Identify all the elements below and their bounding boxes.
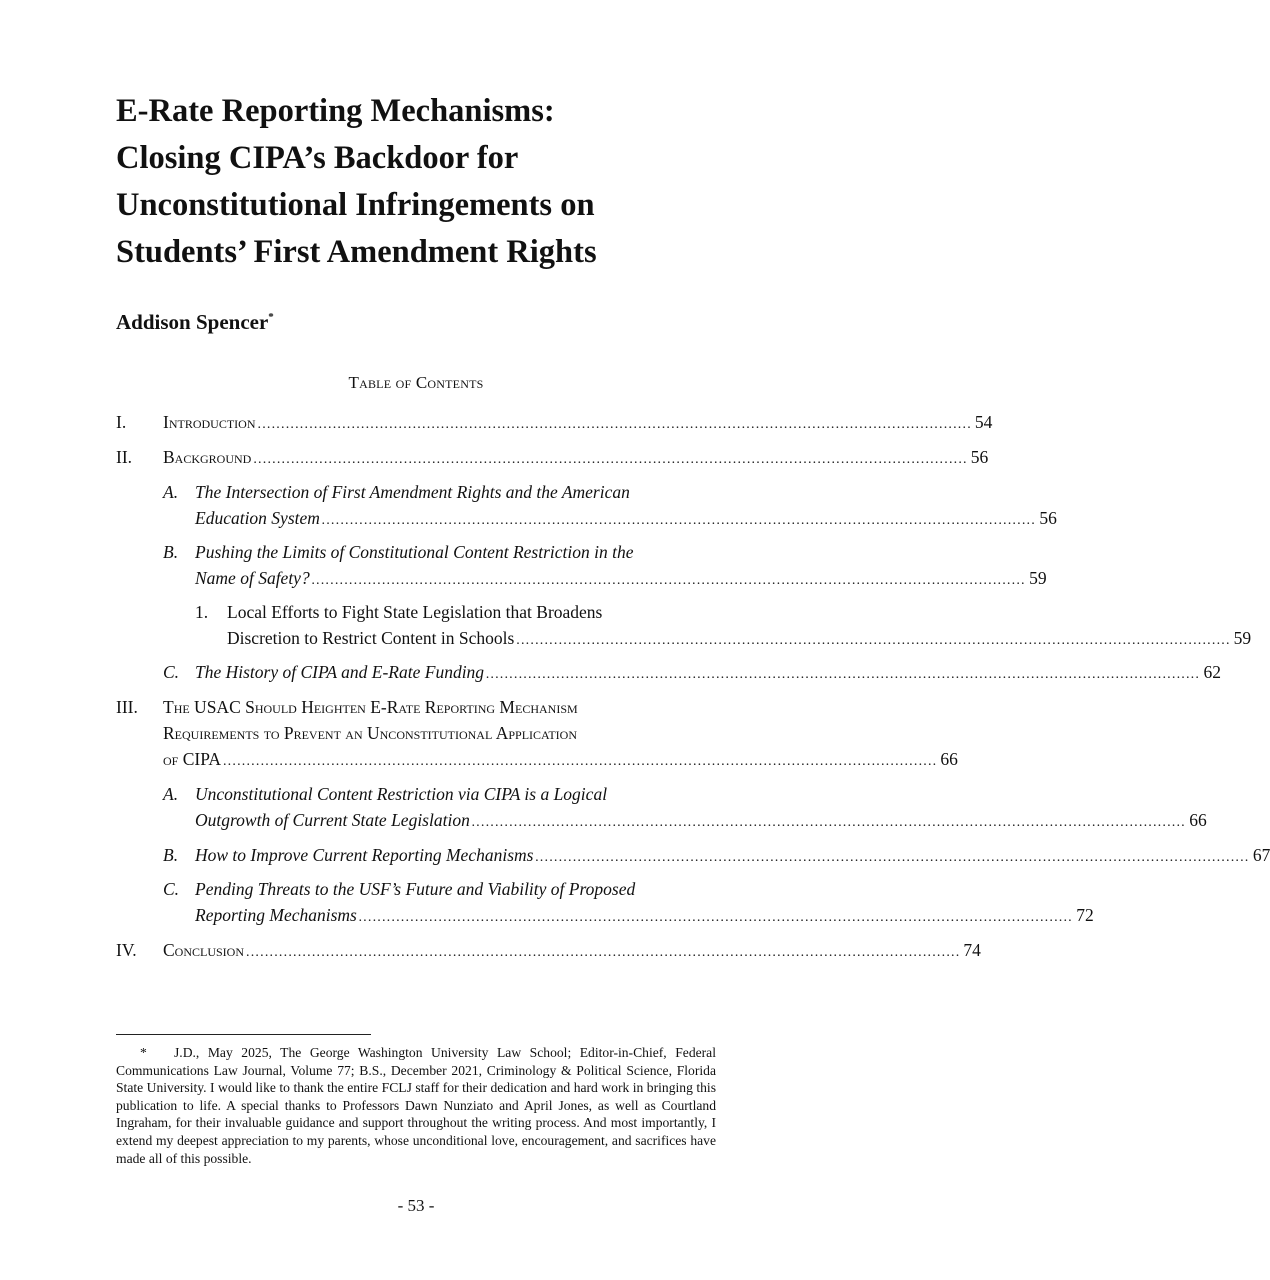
toc-heading: Table of Contents bbox=[348, 373, 484, 392]
footnote-mark: * bbox=[140, 1045, 147, 1060]
toc-leader-dots: ........................................................................................................................................................ bbox=[222, 754, 938, 769]
toc-entry-text: How to Improve Current Reporting Mechanisms bbox=[195, 845, 534, 865]
toc-leader-dots: ........................................................................................................................................................ bbox=[358, 910, 1074, 925]
toc-leader-dots: ........................................................................................................................................................ bbox=[535, 850, 1250, 865]
toc-entry-pending-threats[interactable] bbox=[195, 902, 1094, 931]
toc-entry-unconstitutional-line1[interactable] bbox=[195, 781, 708, 807]
toc-leader-dots: ........................................................................................................................................................ bbox=[246, 945, 961, 960]
toc-page-number: 74 bbox=[963, 940, 981, 960]
toc-entry-introduction[interactable] bbox=[163, 409, 993, 438]
toc-number: C. bbox=[163, 662, 180, 682]
toc-page-number: 59 bbox=[1233, 628, 1252, 648]
toc-entry-pushing-limits[interactable] bbox=[195, 565, 1047, 594]
title-line: Closing CIPA’s Backdoor for bbox=[116, 140, 519, 176]
toc-entry-text: Name of Safety? bbox=[195, 568, 310, 588]
toc-entry-text: Outgrowth of Current State Legislation bbox=[195, 810, 470, 830]
author-footnote bbox=[116, 1044, 716, 1167]
toc-entry-usac-line2[interactable] bbox=[163, 720, 708, 746]
toc-number: I. bbox=[116, 412, 127, 432]
toc-page-number: 72 bbox=[1076, 905, 1094, 925]
toc-entry-pushing-limits-line1[interactable] bbox=[195, 539, 708, 565]
toc-entry-text: Reporting Mechanisms bbox=[195, 905, 357, 925]
toc-entry-intersection-line1[interactable] bbox=[195, 479, 708, 505]
toc-number: C. bbox=[163, 879, 180, 899]
toc-entry-text: Discretion to Restrict Content in Schools bbox=[227, 628, 515, 648]
toc-number: III. bbox=[116, 697, 138, 717]
article-title bbox=[116, 88, 736, 276]
toc-number: II. bbox=[116, 447, 133, 467]
toc-number: A. bbox=[163, 482, 179, 502]
author-name bbox=[116, 310, 274, 335]
author-name-text: Addison Spencer bbox=[116, 310, 269, 334]
toc-entry-text: The History of CIPA and E-Rate Funding bbox=[195, 662, 485, 682]
toc-entry-text: Conclusion bbox=[163, 940, 245, 960]
toc-page-number: 62 bbox=[1203, 662, 1221, 682]
toc-leader-dots: ........................................................................................................................................................ bbox=[253, 452, 968, 467]
footnote-text: J.D., May 2025, The George Washington University Law School; Editor-in-Chief, Federal Communications Law Journal, Volume 77; B.S., December 2021, Criminology & Political Science, Florida State University. I would like to thank the entire FCLJ staff for their dedication and hard work in bringing this publication to life. A special thanks to Professors Dawn Nunziato and April Jones, as well as Courtland Ingraham, for their invaluable guidance and support throughout the writing process. And most importantly, I extend my deepest appreciation to my parents, whose unconditional love, encouragement, and sacrifices have made all of this possible. bbox=[116, 1045, 716, 1166]
toc-number: IV. bbox=[116, 940, 137, 960]
toc-leader-dots: ........................................................................................................................................................ bbox=[486, 667, 1201, 682]
page-number: - 53 - bbox=[397, 1196, 435, 1215]
toc-entry-usac[interactable] bbox=[163, 746, 958, 775]
toc-page-number: 59 bbox=[1029, 568, 1047, 588]
toc-entry-text: The USAC Should Heighten E-Rate Reporting Mechanism bbox=[163, 697, 578, 717]
toc-entry-local-efforts-line1[interactable] bbox=[227, 599, 708, 625]
toc-leader-dots: ........................................................................................................................................................ bbox=[311, 573, 1027, 588]
toc-leader-dots: ........................................................................................................................................................ bbox=[257, 417, 972, 432]
toc-page-number: 56 bbox=[970, 447, 989, 467]
toc-entry-text: Requirements to Prevent an Unconstitutional Application bbox=[163, 723, 578, 743]
toc-entry-pending-threats-line1[interactable] bbox=[195, 876, 708, 902]
toc-leader-dots: ........................................................................................................................................................ bbox=[471, 815, 1187, 830]
toc-entry-background[interactable] bbox=[163, 444, 989, 473]
toc-page-number: 67 bbox=[1252, 845, 1270, 865]
toc-page-number: 56 bbox=[1039, 508, 1057, 528]
toc-entry-text: Pending Threats to the USF’s Future and Viability of Proposed bbox=[195, 879, 636, 899]
title-line: Students’ First Amendment Rights bbox=[116, 234, 597, 270]
title-line: E-Rate Reporting Mechanisms: bbox=[116, 93, 555, 129]
footnote-separator bbox=[116, 1034, 371, 1035]
toc-number: B. bbox=[163, 542, 179, 562]
toc-entry-unconstitutional[interactable] bbox=[195, 807, 1207, 836]
toc-number: A. bbox=[163, 784, 179, 804]
toc-leader-dots: ........................................................................................................................................................ bbox=[321, 513, 1037, 528]
toc-page-number: 66 bbox=[940, 749, 958, 769]
toc-entry-text: Education System bbox=[195, 508, 320, 528]
toc-entry-local-efforts[interactable] bbox=[227, 625, 1252, 654]
toc-entry-text: The Intersection of First Amendment Rights and the American bbox=[195, 482, 630, 502]
toc-entry-text: Pushing the Limits of Constitutional Content Restriction in the bbox=[195, 542, 634, 562]
toc-entry-text: Unconstitutional Content Restriction via CIPA is a Logical bbox=[195, 784, 608, 804]
toc-entry-history-cipa[interactable] bbox=[195, 659, 1221, 688]
author-footnote-mark[interactable]: * bbox=[268, 311, 274, 323]
toc-entry-conclusion[interactable] bbox=[163, 937, 981, 966]
toc-entry-improve-reporting[interactable] bbox=[195, 842, 1270, 871]
toc-entry-text: Background bbox=[163, 447, 252, 467]
toc-number: B. bbox=[163, 845, 179, 865]
toc-entry-usac-line1[interactable] bbox=[163, 694, 708, 720]
toc-leader-dots: ........................................................................................................................................................ bbox=[516, 633, 1231, 648]
toc-entry-intersection[interactable] bbox=[195, 505, 1057, 534]
toc-number: 1. bbox=[195, 602, 209, 622]
title-line: Unconstitutional Infringements on bbox=[116, 187, 595, 223]
toc-entry-text: of CIPA bbox=[163, 749, 221, 769]
toc-page-number: 54 bbox=[974, 412, 993, 432]
toc-entry-text: Local Efforts to Fight State Legislation that Broadens bbox=[227, 602, 603, 622]
toc-entry-text: Introduction bbox=[163, 412, 256, 432]
toc-page-number: 66 bbox=[1189, 810, 1207, 830]
